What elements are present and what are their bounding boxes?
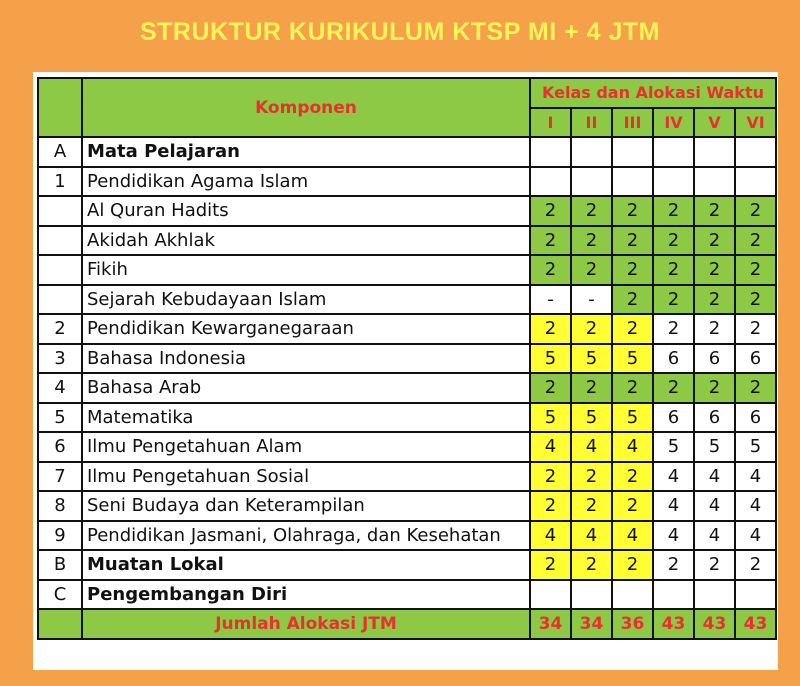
hours-cell: 2 xyxy=(530,373,571,403)
hours-cell: 2 xyxy=(735,550,776,580)
table-row xyxy=(38,344,776,374)
hours-cell: 2 xyxy=(530,314,571,344)
hours-cell: 5 xyxy=(571,403,612,433)
hours-cell: 2 xyxy=(571,226,612,256)
hours-cell: 2 xyxy=(694,255,735,285)
hours-cell: 4 xyxy=(653,462,694,492)
row-index: 1 xyxy=(38,167,82,197)
total-hours-cell: 43 xyxy=(694,609,735,639)
hours-cell: 2 xyxy=(694,285,735,315)
curriculum-table xyxy=(37,77,777,640)
hours-cell: 2 xyxy=(735,373,776,403)
header-grade: I xyxy=(530,108,571,138)
hours-cell: 2 xyxy=(612,491,653,521)
row-index xyxy=(38,255,82,285)
hours-cell xyxy=(735,167,776,197)
table-row xyxy=(38,226,776,256)
table-row xyxy=(38,285,776,315)
subject-name: Akidah Akhlak xyxy=(82,226,530,256)
subject-name: Seni Budaya dan Keterampilan xyxy=(82,491,530,521)
hours-cell: 5 xyxy=(530,344,571,374)
hours-cell: 4 xyxy=(612,432,653,462)
hours-cell: 4 xyxy=(694,462,735,492)
subject-name: Mata Pelajaran xyxy=(82,137,530,167)
table-row xyxy=(38,137,776,167)
hours-cell: 2 xyxy=(612,462,653,492)
total-hours-cell: 36 xyxy=(612,609,653,639)
hours-cell xyxy=(530,137,571,167)
row-index: 3 xyxy=(38,344,82,374)
hours-cell xyxy=(735,580,776,610)
hours-cell: 2 xyxy=(694,550,735,580)
row-index: 5 xyxy=(38,403,82,433)
hours-cell xyxy=(735,137,776,167)
hours-cell: 4 xyxy=(735,521,776,551)
hours-cell: 2 xyxy=(571,255,612,285)
hours-cell: 2 xyxy=(612,196,653,226)
hours-cell xyxy=(571,580,612,610)
header-kelas-alokasi: Kelas dan Alokasi Waktu xyxy=(530,78,776,108)
table-row xyxy=(38,167,776,197)
hours-cell: 2 xyxy=(694,314,735,344)
subject-name: Bahasa Arab xyxy=(82,373,530,403)
hours-cell: 2 xyxy=(571,196,612,226)
hours-cell: 2 xyxy=(571,373,612,403)
hours-cell: 2 xyxy=(530,550,571,580)
header-grade: II xyxy=(571,108,612,138)
row-index: C xyxy=(38,580,82,610)
hours-cell: 2 xyxy=(571,491,612,521)
table-row xyxy=(38,580,776,610)
hours-cell: 2 xyxy=(653,285,694,315)
hours-cell: 5 xyxy=(694,432,735,462)
row-index xyxy=(38,285,82,315)
hours-cell: 2 xyxy=(735,255,776,285)
page-title: STRUKTUR KURIKULUM KTSP MI + 4 JTM xyxy=(139,18,661,46)
hours-cell: 4 xyxy=(735,491,776,521)
hours-cell: 2 xyxy=(735,285,776,315)
header-komponen: Komponen xyxy=(82,78,530,137)
table-row xyxy=(38,491,776,521)
row-index: 6 xyxy=(38,432,82,462)
subject-name: Bahasa Indonesia xyxy=(82,344,530,374)
hours-cell: 2 xyxy=(571,314,612,344)
subject-name: Pengembangan Diri xyxy=(82,580,530,610)
row-index: 4 xyxy=(38,373,82,403)
hours-cell: 5 xyxy=(571,344,612,374)
header-grade: V xyxy=(694,108,735,138)
hours-cell: 2 xyxy=(530,196,571,226)
header-grade: VI xyxy=(735,108,776,138)
hours-cell xyxy=(653,580,694,610)
hours-cell xyxy=(612,167,653,197)
total-row xyxy=(38,609,776,639)
total-label: Jumlah Alokasi JTM xyxy=(82,609,530,639)
hours-cell: 2 xyxy=(653,255,694,285)
hours-cell: 5 xyxy=(612,403,653,433)
hours-cell: 2 xyxy=(694,373,735,403)
table-row xyxy=(38,403,776,433)
subject-name: Ilmu Pengetahuan Sosial xyxy=(82,462,530,492)
hours-cell: 6 xyxy=(735,403,776,433)
hours-cell: 2 xyxy=(612,285,653,315)
subject-name: Pendidikan Kewarganegaraan xyxy=(82,314,530,344)
row-index xyxy=(38,226,82,256)
hours-cell: 4 xyxy=(571,521,612,551)
hours-cell xyxy=(694,167,735,197)
subject-name: Pendidikan Agama Islam xyxy=(82,167,530,197)
subject-name: Ilmu Pengetahuan Alam xyxy=(82,432,530,462)
hours-cell: 4 xyxy=(694,521,735,551)
subject-name: Fikih xyxy=(82,255,530,285)
hours-cell: 2 xyxy=(530,226,571,256)
total-hours-cell: 43 xyxy=(735,609,776,639)
total-hours-cell: 34 xyxy=(530,609,571,639)
subject-name: Muatan Lokal xyxy=(82,550,530,580)
table-row xyxy=(38,314,776,344)
hours-cell: 2 xyxy=(612,373,653,403)
hours-cell: 2 xyxy=(735,196,776,226)
row-index: 8 xyxy=(38,491,82,521)
subject-name: Matematika xyxy=(82,403,530,433)
hours-cell xyxy=(612,137,653,167)
hours-cell: 2 xyxy=(530,255,571,285)
hours-cell: 6 xyxy=(653,344,694,374)
hours-cell: 6 xyxy=(653,403,694,433)
row-index: 9 xyxy=(38,521,82,551)
table-row xyxy=(38,462,776,492)
hours-cell: 5 xyxy=(530,403,571,433)
hours-cell: 2 xyxy=(612,255,653,285)
subject-name: Al Quran Hadits xyxy=(82,196,530,226)
table-row xyxy=(38,521,776,551)
hours-cell: 4 xyxy=(571,432,612,462)
hours-cell: 4 xyxy=(612,521,653,551)
hours-cell: - xyxy=(530,285,571,315)
header-index-cell xyxy=(38,78,82,137)
hours-cell xyxy=(571,167,612,197)
hours-cell xyxy=(612,580,653,610)
hours-cell: 2 xyxy=(571,462,612,492)
header-grade: III xyxy=(612,108,653,138)
hours-cell: 2 xyxy=(653,226,694,256)
hours-cell: - xyxy=(571,285,612,315)
hours-cell: 2 xyxy=(612,226,653,256)
hours-cell xyxy=(530,167,571,197)
hours-cell: 5 xyxy=(735,432,776,462)
row-index: 7 xyxy=(38,462,82,492)
hours-cell: 2 xyxy=(694,226,735,256)
hours-cell: 2 xyxy=(653,196,694,226)
hours-cell: 4 xyxy=(530,432,571,462)
hours-cell: 2 xyxy=(653,550,694,580)
hours-cell: 2 xyxy=(735,314,776,344)
header-grade: IV xyxy=(653,108,694,138)
row-index: 2 xyxy=(38,314,82,344)
hours-cell: 2 xyxy=(735,226,776,256)
hours-cell xyxy=(571,137,612,167)
hours-cell: 4 xyxy=(530,521,571,551)
hours-cell: 6 xyxy=(735,344,776,374)
hours-cell xyxy=(694,137,735,167)
table-row xyxy=(38,196,776,226)
row-index xyxy=(38,196,82,226)
row-index: A xyxy=(38,137,82,167)
hours-cell: 2 xyxy=(530,491,571,521)
hours-cell: 6 xyxy=(694,344,735,374)
hours-cell: 2 xyxy=(571,550,612,580)
hours-cell: 4 xyxy=(735,462,776,492)
hours-cell: 2 xyxy=(530,462,571,492)
row-index: B xyxy=(38,550,82,580)
hours-cell xyxy=(694,580,735,610)
hours-cell xyxy=(653,167,694,197)
hours-cell xyxy=(653,137,694,167)
hours-cell: 2 xyxy=(612,314,653,344)
total-hours-cell: 34 xyxy=(571,609,612,639)
hours-cell: 4 xyxy=(653,521,694,551)
hours-cell xyxy=(530,580,571,610)
hours-cell: 5 xyxy=(612,344,653,374)
table-row xyxy=(38,432,776,462)
hours-cell: 4 xyxy=(653,491,694,521)
total-index-cell xyxy=(38,609,82,639)
table-row xyxy=(38,373,776,403)
hours-cell: 2 xyxy=(653,314,694,344)
table-row xyxy=(38,550,776,580)
subject-name: Sejarah Kebudayaan Islam xyxy=(82,285,530,315)
hours-cell: 2 xyxy=(694,196,735,226)
hours-cell: 2 xyxy=(612,550,653,580)
hours-cell: 5 xyxy=(653,432,694,462)
hours-cell: 2 xyxy=(653,373,694,403)
hours-cell: 6 xyxy=(694,403,735,433)
total-hours-cell: 43 xyxy=(653,609,694,639)
subject-name: Pendidikan Jasmani, Olahraga, dan Kesehatan xyxy=(82,521,530,551)
hours-cell: 4 xyxy=(694,491,735,521)
table-row xyxy=(38,255,776,285)
